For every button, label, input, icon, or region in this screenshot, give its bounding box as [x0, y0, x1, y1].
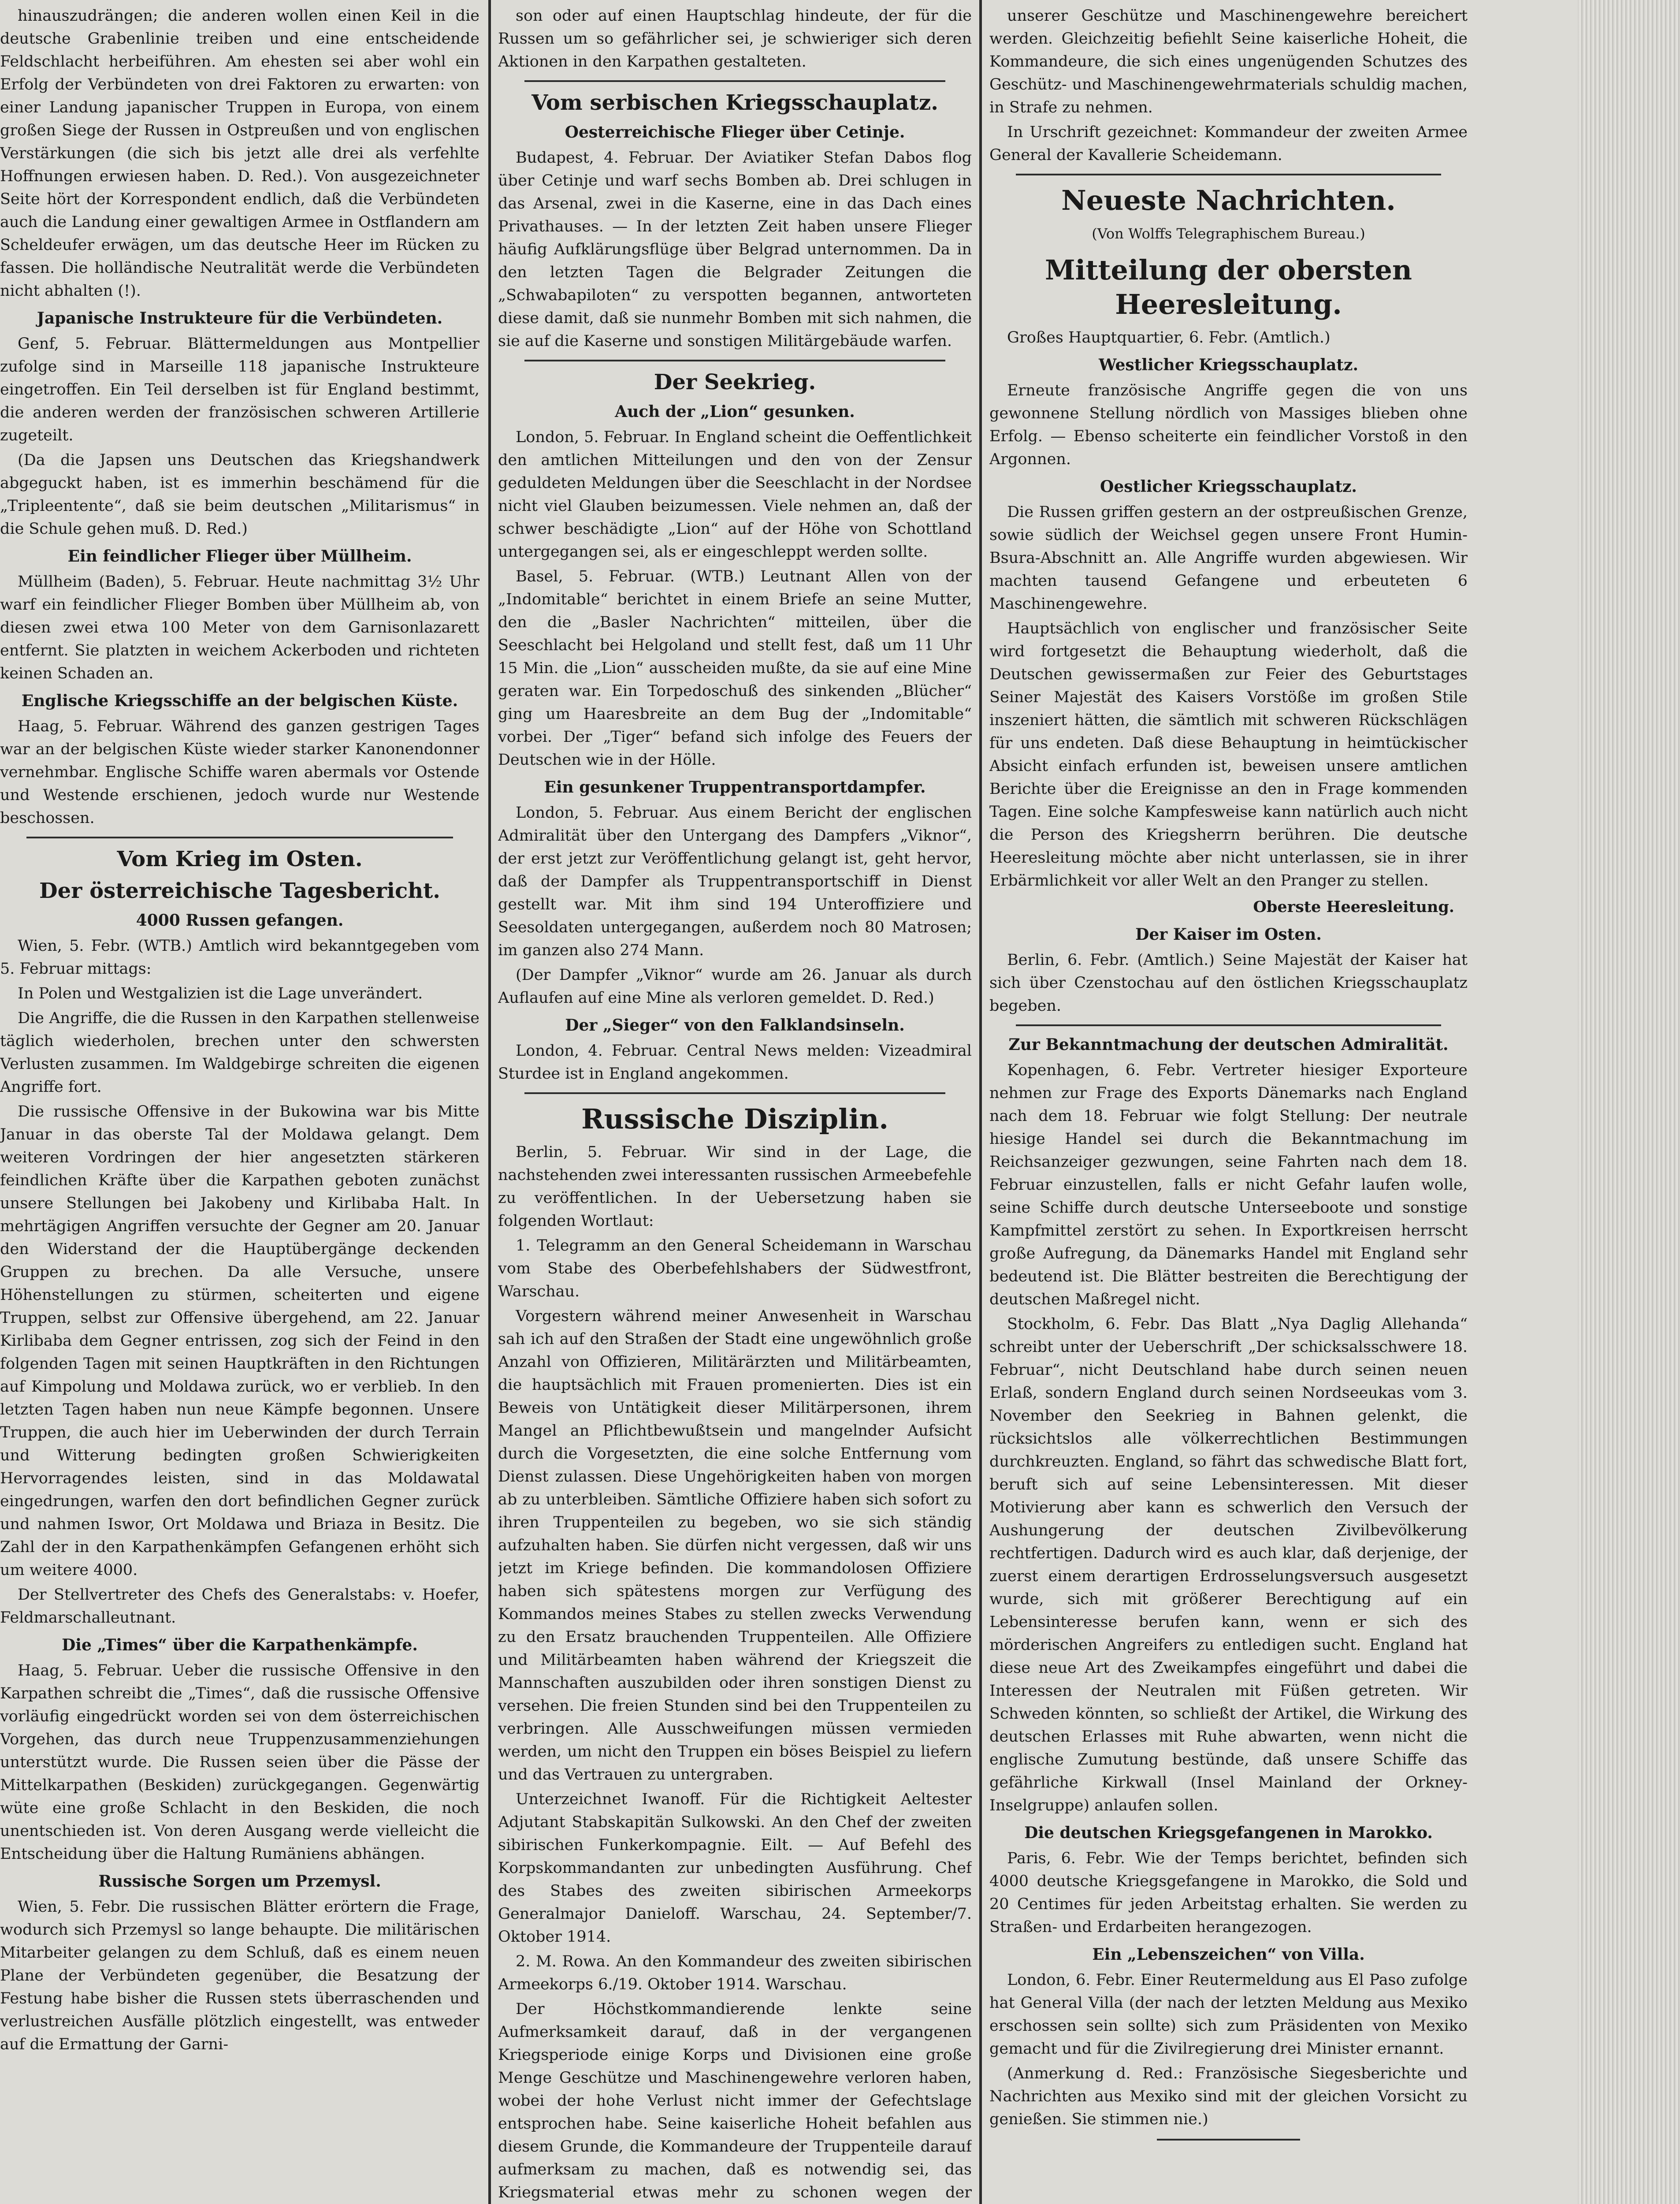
column-2: [498, 4, 972, 2204]
article-headline: Englische Kriegsschiffe an der belgischen Küste.: [21, 692, 458, 710]
source-byline: (Von Wolffs Telegraphischem Bureau.): [1092, 225, 1365, 242]
article-paragraph: In Urschrift gezeichnet: Kommandeur der zweiten Armee General der Kavallerie Scheidemann.: [989, 123, 1468, 164]
article-paragraph: Unterzeichnet Iwanoff. Für die Richtigkeit Aeltester Adjutant Stabskapitän Sulkowski. An den Chef der zweiten sibirischen Funkerkompagnie. Eilt. — Auf Befehl des Korpskommandanten zur unbedingten Ausführung. Chef des Stabes des zweiten sibirischen Armeekorps Generalmajor Danieloff. Warschau, 24. September/7. Oktober 1914.: [498, 1791, 972, 1946]
article-paragraph: (Da die Japsen uns Deutschen das Kriegshandwerk abgeguckt haben, ist es immerhin beschämend für die „Tripleentente“, daß sie beim deutschen „Militarismus“ in die Schule gehen muß. D. Red.): [0, 451, 479, 538]
article-paragraph: Vorgestern während meiner Anwesenheit in Warschau sah ich auf den Straßen der Stadt eine ungewöhnlich große Anzahl von Offizieren, Militärärzten und Militärbeamten, die hauptsächlich mit Frauen promenierten. Dies ist ein Beweis von Untätigkeit dieser Militärpersonen, ihrem Mangel an Pflichtbewußtsein und mangelnder Aufsicht durch die Vorgesetzten, die eine solche Entfernung vom Dienst zulassen. Diese Ungehörigkeiten haben von morgen ab zu unterbleiben. Sämtliche Offiziere haben sich sofort zu ihren Truppenteilen zu begeben, wo sie sich ständig aufzuhalten haben. Sie dürfen nicht vergessen, daß wir uns jetzt im Kriege befinden. Die kommandolosen Offiziere haben sich spätestens morgen zur Verfügung des Kommandos meines Stabes zu stellen zwecks Verwendung zu den Ersatz brauchenden Truppenteilen. Alle Offiziere und Militärbeamten haben während der Kriegszeit die Mannschaften auszubilden oder ihren sonstigen Dienst zu versehen. Die freien Stunden sind bei den Truppenteilen zu verbringen. Alle Ausschweifungen müssen vermieden werden, um nicht den Truppen ein böses Beispiel zu liefern und das Vertrauen zu untergraben.: [498, 1307, 972, 1783]
signature-line: Oberste Heeresleitung.: [1253, 898, 1454, 916]
article-paragraph: hinauszudrängen; die anderen wollen einen Keil in die deutsche Grabenlinie treiben und eine entscheidende Feldschlacht herbeiführen. Am ehesten sei aber wohl ein Erfolg der Verbündeten von drei Faktoren zu erwarten: von einer Landung japanischer Truppen in Europa, von einem großen Siege der Russen in Ostpreußen und von englischen Verstärkungen (die sich bis jetzt alle drei als verfehlte Hoffnungen erwiesen haben. D. Red.). Von ausgezeichneter Seite hört der Korrespondent endlich, daß die Verbündeten auch die Landung einer gewaltigen Armee in Ostflandern am Scheldeufer erwägen, um das deutsche Heer im Rücken zu fassen. Die holländische Neutralität werde die Verbündeten nicht abhalten (!).: [0, 7, 479, 300]
article-headline: Die deutschen Kriegsgefangenen in Marokko.: [1024, 1824, 1433, 1842]
section-divider: [524, 1092, 945, 1094]
article-headline: Oestlicher Kriegsschauplatz.: [1100, 477, 1357, 496]
article-paragraph: In Polen und Westgalizien ist die Lage unverändert.: [18, 985, 423, 1002]
article-headline: Ein feindlicher Flieger über Müllheim.: [67, 547, 412, 566]
article-paragraph: Genf, 5. Februar. Blättermeldungen aus Montpellier zufolge sind in Marseille 118 japanische Instrukteure eingetroffen. Ein Teil derselben ist für England bestimmt, die anderen werden der französischen schweren Artillerie zugeteilt.: [0, 335, 479, 444]
article-paragraph: (Der Dampfer „Viknor“ wurde am 26. Januar als durch Auflaufen auf eine Mine als verloren gemeldet. D. Red.): [498, 966, 972, 1007]
article-headline: Der „Sieger“ von den Falklandsinseln.: [565, 1016, 905, 1035]
section-headline: Vom Krieg im Osten.: [117, 847, 363, 871]
article-paragraph: London, 5. Februar. Aus einem Bericht der englischen Admiralität über den Untergang des Dampfers „Viknor“, der erst jetzt zur Veröffentlichung gelangt ist, geht hervor, daß der Dampfer als Truppentransportschiff in Dienst gestellt war. Mit ihm sind 194 Unteroffiziere und Seesoldaten untergegangen, außerdem noch 80 Matrosen; im ganzen also 274 Mann.: [498, 804, 972, 959]
article-paragraph: London, 5. Februar. In England scheint die Oeffentlichkeit den amtlichen Mitteilungen und den von der Zensur geduldeten Meldungen über die Seeschlacht in der Nordsee nicht viel Glauben beizumessen. Viele nehmen an, daß der schwer beschädigte „Lion“ auf der Höhe von Schottland untergegangen sei, als er eingeschleppt werden sollte.: [498, 428, 972, 561]
article-paragraph: Basel, 5. Februar. (WTB.) Leutnant Allen von der „Indomitable“ berichtet in einem Briefe an seine Mutter, den die „Basler Nachrichten“ mitteilen, über die Seeschlacht bei Helgoland und stellt fest, daß um 11 Uhr 15 Min. die „Lion“ ausscheiden mußte, da sie auf eine Mine geraten war. Ein Torpedoschuß des sinkenden „Blücher“ ging um Haaresbreite an dem Bug der „Indomitable“ vorbei. Der „Tiger“ befand sich infolge des Feuers der Deutschen wie in der Hölle.: [498, 568, 972, 769]
column-rule: [488, 0, 491, 2204]
article-paragraph: Müllheim (Baden), 5. Februar. Heute nachmittag 3½ Uhr warf ein feindlicher Flieger Bomben über Müllheim ab, von diesen zwei etwa 100 Meter von dem Garnisonlazarett entfernt. Sie platzten in weichem Ackerboden und richteten keinen Schaden an.: [0, 573, 479, 682]
article-paragraph: Stockholm, 6. Febr. Das Blatt „Nya Daglig Allehanda“ schreibt unter der Ueberschrift „Der schicksalsschwere 18. Februar“, nicht Deutschland habe durch seinen neuen Erlaß, sondern England durch seinen Nordseeukas vom 3. November den Seekrieg in Bahnen gelenkt, die rücksichtslos alle völkerrechtlichen Bestimmungen durchkreuzten. England, so fährt das schwedische Blatt fort, beruft sich auf seine Lebensinteressen. Mit dieser Motivierung aber kann es schwerlich den Versuch der Aushungerung der deutschen Zivilbevölkerung rechtfertigen. Dadurch wird es auch klar, daß derjenige, der zuerst einem derartigen Erdrosselungsversuch ausgesetzt wurde, sich mit größerer Berechtigung auf ein Lebensinteresse berufen kann, wenn er sich des mörderischen Angreifers zu entledigen sucht. England hat diese neue Art des Zweikampfes eingeführt und dabei die Interessen der Neutralen mit Füßen getreten. Wir Schweden könnten, so schließt der Artikel, die Wirkung des deutschen Erlasses mit Ruhe abwarten, wenn nicht die englische Zumutung bestünde, daß unsere Schiffe das gefährliche Kirkwall (Insel Mainland der Orkney-Inselgruppe) anlaufen sollen.: [989, 1315, 1468, 1814]
article-headline: Die „Times“ über die Karpathenkämpfe.: [62, 1636, 418, 1654]
article-paragraph: Kopenhagen, 6. Febr. Vertreter hiesiger Exporteure nehmen zur Frage des Exports Dänemarks nach England nach dem 18. Februar wie folgt Stellung: Der neutrale hiesige Handel sei durch die Bekanntmachung im Reichsanzeiger gezwungen, seine Fahrten nach dem 18. Februar einzustellen, falls er nicht Gefahr laufen wolle, seine Schiffe durch deutsche Unterseeboote und sonstige Kampfmittel zerstört zu sehen. In Exportkreisen herrscht große Aufregung, da Dänemarks Handel mit England sehr bedeutend ist. Die Blätter bestreiten die Berechtigung der deutschen Maßregel nicht.: [989, 1061, 1468, 1308]
column-1: [0, 4, 479, 2204]
article-paragraph: Budapest, 4. Februar. Der Aviatiker Stefan Dabos flog über Cetinje und warf sechs Bomben ab. Drei schlugen in das Arsenal, zwei in die Kaserne, eine in das Dach eines Privathauses. — In der letzten Zeit haben unsere Flieger häufig Aufklärungsflüge über Belgrad unternommen. Da in den letzten Tagen die Belgrader Zeitungen die „Schwabapiloten“ zu verspotten begannen, antworteten diese damit, daß sie nunmehr Bomben mit sich nahmen, die sie auf die Kaserne und sonstigen Militärgebäude warfen.: [498, 149, 972, 350]
article-paragraph: Wien, 5. Febr. Die russischen Blätter erörtern die Frage, wodurch sich Przemysl so lange behaupte. Die militärischen Mitarbeiter gelangen zu dem Schluß, daß es einem neuen Plane der Verbündeten gegenüber, die Besatzung der Festung habe bisher die Russen stets überraschenden und verlustreichen Ausfälle plötzlich eingestellt, was entweder auf die Ermattung der Garni-: [0, 1898, 479, 2053]
major-headline: Mitteilung der obersten Heeresleitung.: [1044, 254, 1412, 320]
article-headline: Oesterreichische Flieger über Cetinje.: [565, 123, 905, 141]
article-headline: Ein gesunkener Truppentransportdampfer.: [544, 778, 926, 797]
article-paragraph: Großes Hauptquartier, 6. Febr. (Amtlich.): [1007, 329, 1331, 346]
article-paragraph: Die Russen griffen gestern an der ostpreußischen Grenze, sowie südlich der Weichsel gegen unsere Front Humin-Bsura-Abschnitt an. Alle Angriffe wurden abgewiesen. Wir machten tausend Gefangene und erbeuteten 6 Maschinengewehre.: [989, 503, 1468, 613]
article-headline: Westlicher Kriegsschauplatz.: [1098, 356, 1359, 374]
article-paragraph: London, 4. Februar. Central News melden: Vizeadmiral Sturdee ist in England angekommen.: [498, 1042, 972, 1083]
article-paragraph: unserer Geschütze und Maschinengewehre bereichert werden. Gleichzeitig befiehlt Seine kaiserliche Hoheit, die Kommandeure, die sich eines ungenügenden Schutzes des Geschütz- und Maschinengewehrmaterials schuldig machen, in Strafe zu nehmen.: [989, 7, 1468, 116]
article-headline: Russische Sorgen um Przemysl.: [98, 1872, 381, 1891]
article-headline: Zur Bekanntmachung der deutschen Admiralität.: [1008, 1035, 1449, 1054]
section-divider: [1016, 174, 1441, 175]
article-paragraph: Die Angriffe, die die Russen in den Karpathen stellenweise täglich wiederholen, brechen unter den schwersten Verlusten zusammen. Im Waldgebirge schreiten die eigenen Angriffe fort.: [0, 1009, 479, 1096]
article-headline: Der Kaiser im Osten.: [1135, 925, 1322, 944]
article-paragraph: Paris, 6. Febr. Wie der Temps berichtet, befinden sich 4000 deutsche Kriegsgefangene in Marokko, die Sold und 20 Centimes für jeden Arbeitstag erhalten. Sie werden zu Straßen- und Erdarbeiten herangezogen.: [989, 1850, 1468, 1936]
article-headline: Japanische Instrukteure für die Verbündeten.: [37, 309, 443, 328]
page-stack-edge: [1578, 0, 1680, 2204]
section-divider: [524, 360, 945, 361]
article-paragraph: son oder auf einen Hauptschlag hindeute, der für die Russen um so gefährlicher sei, je schwieriger sich deren Aktionen in den Karpathen gestalteten.: [498, 7, 972, 71]
article-headline: 4000 Russen gefangen.: [136, 911, 344, 930]
article-paragraph: 2. M. Rowa. An den Kommandeur des zweiten sibirischen Armeekorps 6./19. Oktober 1914. Warschau.: [498, 1953, 972, 1993]
article-paragraph: Haag, 5. Februar. Während des ganzen gestrigen Tages war an der belgischen Küste wieder starker Kanonendonner vernehmbar. Englische Schiffe waren abermals vor Ostende und Westende erschienen, jedoch wurde nur Westende beschossen.: [0, 718, 479, 827]
section-divider: [1016, 1024, 1441, 1026]
major-headline: Russische Disziplin.: [581, 1103, 888, 1135]
column-3: [989, 4, 1468, 2204]
article-paragraph: Berlin, 5. Februar. Wir sind in der Lage, die nachstehenden zwei interessanten russischen Armeebefehle zu veröffentlichen. In der Uebersetzung haben sie folgenden Wortlaut:: [498, 1143, 972, 1230]
article-paragraph: Wien, 5. Febr. (WTB.) Amtlich wird bekanntgegeben vom 5. Februar mittags:: [0, 937, 479, 978]
article-paragraph: Der Höchstkommandierende lenkte seine Aufmerksamkeit darauf, daß in der vergangenen Kriegsperiode einige Korps und Divisionen eine große Menge Geschütze und Maschinengewehre verloren haben, wobei der hohe Verlust nicht immer der Gefechtslage entsprochen habe. Seine kaiserliche Hoheit befahlen aus diesem Grunde, die Kommandeure der Truppenteile darauf aufmerksam zu machen, daß es notwendig sei, das Kriegsmaterial etwas mehr zu schonen wegen der: [498, 2000, 972, 2201]
section-headline: Der Seekrieg.: [654, 370, 816, 395]
column-rule: [979, 0, 982, 2204]
section-divider: [1157, 2139, 1300, 2141]
article-paragraph: Der Stellvertreter des Chefs des Generalstabs: v. Hoefer, Feldmarschalleutnant.: [0, 1586, 479, 1627]
section-headline: Vom serbischen Kriegsschauplatz.: [532, 90, 938, 115]
section-divider: [26, 837, 453, 838]
article-headline: Auch der „Lion“ gesunken.: [615, 402, 855, 421]
section-headline: Der österreichische Tagesbericht.: [39, 879, 440, 903]
article-paragraph: London, 6. Febr. Einer Reutermeldung aus El Paso zufolge hat General Villa (der nach der letzten Meldung aus Mexiko erschossen sein sollte) sich zum Präsidenten von Mexiko gemacht und für die Zivilregierung drei Minister ernannt.: [989, 1971, 1468, 2058]
major-headline: Neueste Nachrichten.: [1061, 184, 1396, 216]
article-headline: Ein „Lebenszeichen“ von Villa.: [1092, 1945, 1365, 1964]
article-paragraph: Die russische Offensive in der Bukowina war bis Mitte Januar in das oberste Tal der Moldawa gelangt. Dem weiteren Vordringen der hier angesetzten stärkeren feindlichen Kräfte über die Karpathen geboten zunächst unsere Stellungen bei Jakobeny und Kirlibaba Halt. In mehrtägigen Angriffen versuchte der Gegner am 20. Januar den Widerstand der die Hauptübergänge deckenden Gruppen zu brechen. Da alle Versuche, unsere Höhenstellungen zu stürmen, scheiterten und eigene Truppen, selbst zur Offensive übergehend, am 22. Januar Kirlibaba dem Gegner entrissen, zog sich der Feind in den folgenden Tagen mit seinen Hauptkräften in den Richtungen auf Kimpolung und Moldawa zurück, wo er verblieb. In den letzten Tagen haben nun neue Kämpfe begonnen. Unsere Truppen, die auch hier im Ueberwinden der durch Terrain und Witterung bedingten großen Schwierigkeiten Hervorragendes leisten, sind in das Moldawatal eingedrungen, warfen den dort befindlichen Gegner zurück und nahmen Iswor, Ort Moldawa und Briaza in Besitz. Die Zahl der in den Karpathenkämpfen Gefangenen erhöht sich um weitere 4000.: [0, 1103, 479, 1579]
article-paragraph: Erneute französische Angriffe gegen die von uns gewonnene Stellung nördlich von Massiges blieben ohne Erfolg. — Ebenso scheiterte ein feindlicher Vorstoß in den Argonnen.: [989, 382, 1468, 468]
section-divider: [524, 80, 945, 82]
article-paragraph: (Anmerkung d. Red.: Französische Siegesberichte und Nachrichten aus Mexiko sind mit der gleichen Vorsicht zu genießen. Sie stimmen nie.): [989, 2065, 1468, 2128]
article-paragraph: 1. Telegramm an den General Scheidemann in Warschau vom Stabe des Oberbefehlshabers der Südwestfront, Warschau.: [498, 1237, 972, 1300]
article-paragraph: Hauptsächlich von englischer und französischer Seite wird fortgesetzt die Behauptung wiederholt, daß die Deutschen gewissermaßen zur Feier des Geburtstages Seiner Majestät des Kaisers Vorstöße im großen Stile inszeniert hätten, die sämtlich mit schweren Rückschlägen für uns endeten. Daß diese Behauptung in heimtückischer Absicht einfach erfunden ist, beweisen unsere amtlichen Berichte über die Ereignisse an den in Frage kommenden Tagen. Eine solche Kampfesweise kann natürlich auch nicht die Person des Kriegsherrn berühren. Die deutsche Heeresleitung möchte aber nicht unterlassen, sie in ihrer Erbärmlichkeit vor aller Welt an den Pranger zu stellen.: [989, 620, 1468, 890]
article-paragraph: Berlin, 6. Febr. (Amtlich.) Seine Majestät der Kaiser hat sich über Czenstochau auf den östlichen Kriegsschauplatz begeben.: [989, 951, 1468, 1015]
article-paragraph: Haag, 5. Februar. Ueber die russische Offensive in den Karpathen schreibt die „Times“, daß die russische Offensive vorläufig eingedrückt worden sei von dem österreichischen Vorgehen, das durch neue Truppenzusammenziehungen unterstützt wurde. Die Russen seien über die Pässe der Mittelkarpathen (Beskiden) zurückgegangen. Gegenwärtig wüte eine große Schlacht in den Beskiden, die noch unentschieden ist. Von deren Ausgang werde vielleicht die Entscheidung über die Haltung Rumäniens abhängen.: [0, 1662, 479, 1863]
